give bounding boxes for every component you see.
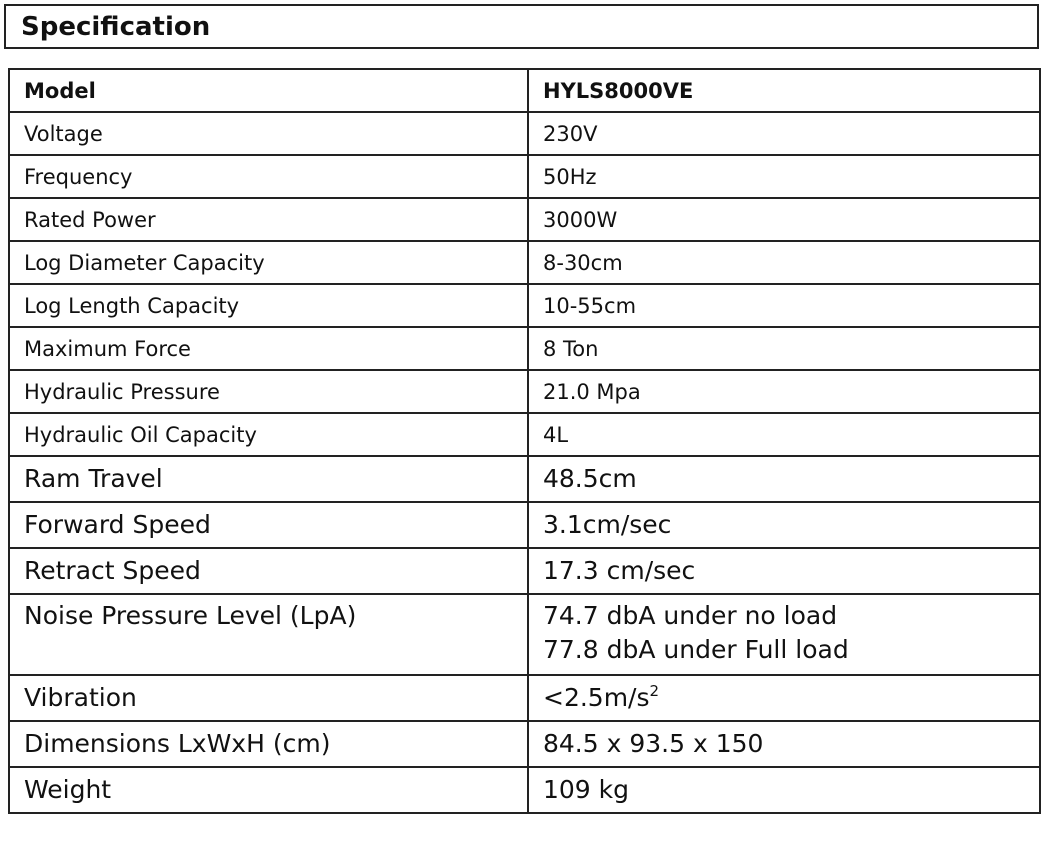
specification-table xyxy=(8,68,1041,814)
row-label: Hydraulic Oil Capacity xyxy=(9,413,528,456)
row-value xyxy=(528,675,1040,721)
table-row xyxy=(9,370,1040,413)
table-header-row xyxy=(9,69,1040,112)
row-label: Frequency xyxy=(9,155,528,198)
row-value xyxy=(528,594,1040,675)
table-row xyxy=(9,241,1040,284)
row-value: 230V xyxy=(528,112,1040,155)
row-label: Maximum Force xyxy=(9,327,528,370)
row-label: Dimensions LxWxH (cm) xyxy=(9,721,528,767)
row-value: 3.1cm/sec xyxy=(528,502,1040,548)
specification-header xyxy=(4,4,1039,49)
row-label: Retract Speed xyxy=(9,548,528,594)
row-label: Weight xyxy=(9,767,528,813)
row-value: 84.5 x 93.5 x 150 xyxy=(528,721,1040,767)
table-row xyxy=(9,767,1040,813)
table-row xyxy=(9,198,1040,241)
row-value: 17.3 cm/sec xyxy=(528,548,1040,594)
table-row xyxy=(9,675,1040,721)
header-value: HYLS8000VE xyxy=(528,69,1040,112)
row-value: 48.5cm xyxy=(528,456,1040,502)
vibration-exponent: 2 xyxy=(649,682,660,700)
row-value: 21.0 Mpa xyxy=(528,370,1040,413)
row-label: Voltage xyxy=(9,112,528,155)
row-label: Rated Power xyxy=(9,198,528,241)
row-value: 10-55cm xyxy=(528,284,1040,327)
table-row xyxy=(9,548,1040,594)
table-row xyxy=(9,721,1040,767)
row-label: Forward Speed xyxy=(9,502,528,548)
table-row xyxy=(9,327,1040,370)
row-label: Vibration xyxy=(9,675,528,721)
noise-value-no-load: 74.7 dbA under no load xyxy=(543,601,838,630)
row-label: Ram Travel xyxy=(9,456,528,502)
row-value: 109 kg xyxy=(528,767,1040,813)
header-label: Model xyxy=(9,69,528,112)
table-row xyxy=(9,112,1040,155)
table-row xyxy=(9,594,1040,675)
row-value: 50Hz xyxy=(528,155,1040,198)
table-row xyxy=(9,284,1040,327)
noise-value-full-load: 77.8 dbA under Full load xyxy=(543,635,849,664)
row-label: Noise Pressure Level (LpA) xyxy=(9,594,528,675)
table-row xyxy=(9,413,1040,456)
row-value: 3000W xyxy=(528,198,1040,241)
table-row xyxy=(9,502,1040,548)
table-row xyxy=(9,456,1040,502)
table-row xyxy=(9,155,1040,198)
page-title: Specification xyxy=(21,12,211,42)
row-label: Log Diameter Capacity xyxy=(9,241,528,284)
row-value: 8 Ton xyxy=(528,327,1040,370)
row-value: 8-30cm xyxy=(528,241,1040,284)
vibration-value: <2.5m/s xyxy=(543,683,650,712)
row-label: Log Length Capacity xyxy=(9,284,528,327)
row-value: 4L xyxy=(528,413,1040,456)
row-label: Hydraulic Pressure xyxy=(9,370,528,413)
